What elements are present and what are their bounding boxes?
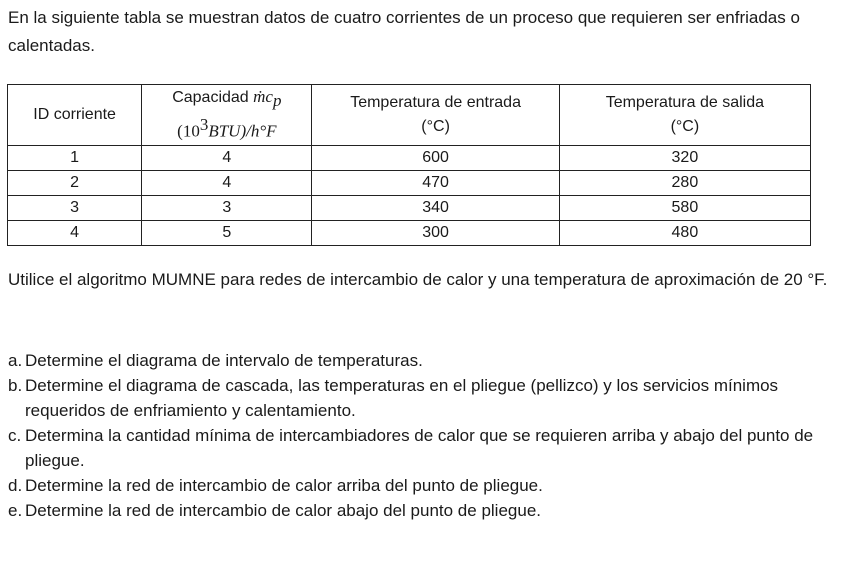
header-id: ID corriente — [8, 85, 142, 146]
cell-id: 1 — [8, 145, 142, 170]
header-capacity-line1 — [142, 85, 311, 113]
header-outlet-line2: (°C) — [670, 117, 700, 135]
cell-id: 3 — [8, 195, 142, 220]
list-item-marker: a. — [8, 351, 23, 370]
header-outlet-line1: Temperatura de salida — [605, 93, 765, 111]
list-item — [8, 423, 838, 473]
list-item-text: Determine el diagrama de cascada, las temperaturas en el pliegue (pellizco) y los servicios mínimos requeridos de enfriamiento y calentamiento. — [25, 376, 779, 420]
cell-capacity: 4 — [142, 145, 312, 170]
list-item-text: Determine el diagrama de intervalo de temperaturas. — [25, 351, 423, 370]
header-capacity-symbol: ṁc — [253, 87, 273, 106]
cell-outlet-temperature: 480 — [559, 220, 810, 245]
table-row — [8, 145, 811, 170]
cell-inlet-temperature: 300 — [312, 220, 559, 245]
cell-outlet-temperature: 280 — [559, 170, 810, 195]
table-row — [8, 220, 811, 245]
list-item-text: Determine la red de intercambio de calor arriba del punto de pliegue. — [25, 476, 543, 495]
header-capacity-units-sup: 3 — [199, 115, 209, 135]
list-item-marker: b. — [8, 376, 23, 395]
list-item-marker: d. — [8, 476, 23, 495]
list-item — [8, 348, 838, 373]
header-capacity-subscript: p — [272, 91, 282, 111]
cell-inlet-temperature: 340 — [312, 195, 559, 220]
table-header-row — [8, 85, 811, 146]
header-inlet-line2: (°C) — [421, 117, 450, 135]
header-capacity-line2 — [142, 113, 311, 144]
cell-outlet-temperature: 320 — [559, 145, 810, 170]
cell-capacity: 5 — [142, 220, 312, 245]
header-inlet-line1: Temperatura de entrada — [350, 93, 521, 111]
cell-inlet-temperature: 470 — [312, 170, 559, 195]
cell-capacity: 3 — [142, 195, 312, 220]
table-row — [8, 195, 811, 220]
list-item-marker: c. — [8, 426, 22, 445]
list-item — [8, 373, 838, 423]
list-item — [8, 498, 838, 523]
header-capacity — [142, 85, 312, 146]
streams-table — [7, 84, 811, 246]
cell-id: 4 — [8, 220, 142, 245]
cell-capacity: 4 — [142, 170, 312, 195]
cell-inlet-temperature: 600 — [312, 145, 559, 170]
list-item-marker: e. — [8, 501, 23, 520]
list-item-text: Determina la cantidad mínima de intercambiadores de calor que se requieren arriba y abajo del punto de pliegue. — [25, 426, 814, 470]
header-capacity-units-open: (10 — [177, 121, 200, 141]
cell-id: 2 — [8, 170, 142, 195]
header-outlet-temperature — [559, 85, 810, 146]
instructions-paragraph: Utilice el algoritmo MUMNE para redes de intercambio de calor y una temperatura de aproximación de 20 °F. — [8, 270, 828, 289]
list-item-text: Determine la red de intercambio de calor abajo del punto de pliegue. — [25, 501, 541, 520]
cell-outlet-temperature: 580 — [559, 195, 810, 220]
intro-paragraph: En la siguiente tabla se muestran datos de cuatro corrientes de un proceso que requieren ser enfriadas o calentadas. — [8, 8, 800, 55]
header-capacity-label: Capacidad — [172, 89, 254, 106]
list-item — [8, 473, 838, 498]
header-capacity-units-rest: BTU)/h°F — [208, 121, 277, 141]
table-row — [8, 170, 811, 195]
header-inlet-temperature — [312, 85, 559, 146]
task-list — [8, 348, 838, 523]
